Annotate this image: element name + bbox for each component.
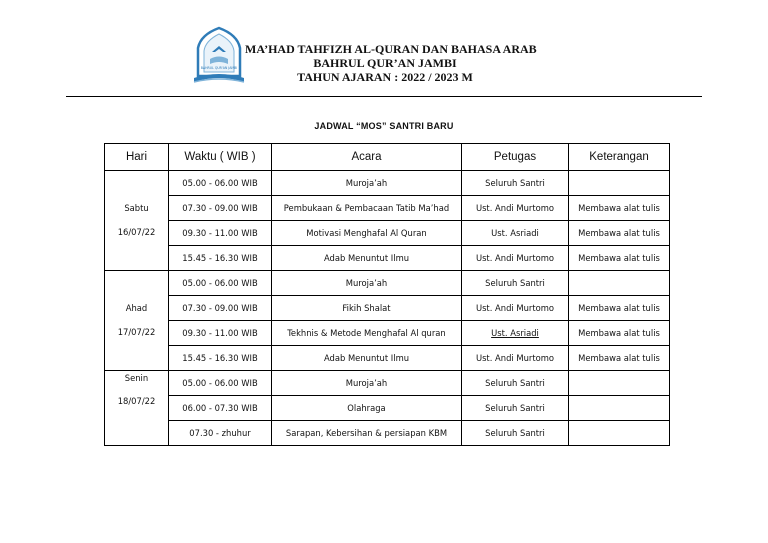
petugas-cell: Seluruh Santri (462, 171, 569, 196)
petugas-cell: Ust. Asriadi (462, 221, 569, 246)
petugas-cell: Seluruh Santri (462, 421, 569, 446)
table-row (105, 371, 670, 396)
header-line-3: TAHUN AJARAN : 2022 / 2023 M (297, 70, 473, 84)
day-cell (105, 171, 169, 271)
petugas-cell: Seluruh Santri (462, 271, 569, 296)
keterangan-cell (569, 271, 670, 296)
table-header-row (105, 144, 670, 171)
table-row (105, 171, 670, 196)
acara-cell: Motivasi Menghafal Al Quran (272, 221, 462, 246)
table-row (105, 221, 670, 246)
madrasah-logo (190, 26, 248, 90)
acara-cell: Muroja’ah (272, 171, 462, 196)
col-header-petugas: Petugas (462, 144, 569, 171)
table-row (105, 321, 670, 346)
day-cell (105, 271, 169, 371)
waktu-cell: 07.30 - 09.00 WIB (169, 196, 272, 221)
day-name: Senin (124, 373, 149, 383)
waktu-cell: 05.00 - 06.00 WIB (169, 271, 272, 296)
acara-cell: Adab Menuntut Ilmu (272, 246, 462, 271)
petugas-cell: Ust. Andi Murtomo (462, 346, 569, 371)
acara-cell: Muroja’ah (272, 271, 462, 296)
acara-cell: Sarapan, Kebersihan & persiapan KBM (272, 421, 462, 446)
table-row (105, 246, 670, 271)
keterangan-cell (569, 421, 670, 446)
acara-cell: Olahraga (272, 396, 462, 421)
table-row (105, 421, 670, 446)
waktu-cell: 15.45 - 16.30 WIB (169, 246, 272, 271)
waktu-cell: 07.30 - 09.00 WIB (169, 296, 272, 321)
col-header-hari: Hari (105, 144, 169, 171)
table-row (105, 396, 670, 421)
institution-header (245, 42, 537, 84)
table-row (105, 346, 670, 371)
day-date: 18/07/22 (117, 396, 156, 406)
day-name: Sabtu (124, 203, 149, 213)
schedule-title: JADWAL “MOS” SANTRI BARU (314, 121, 454, 131)
petugas-cell: Seluruh Santri (462, 396, 569, 421)
petugas-cell: Seluruh Santri (462, 371, 569, 396)
col-header-keterangan: Keterangan (569, 144, 670, 171)
keterangan-cell: Membawa alat tulis (569, 221, 670, 246)
day-name: Ahad (125, 303, 148, 313)
keterangan-cell: Membawa alat tulis (569, 296, 670, 321)
table-row (105, 196, 670, 221)
petugas-cell: Ust. Andi Murtomo (462, 196, 569, 221)
waktu-cell: 06.00 - 07.30 WIB (169, 396, 272, 421)
waktu-cell: 07.30 - zhuhur (169, 421, 272, 446)
waktu-cell: 09.30 - 11.00 WIB (169, 221, 272, 246)
header-line-1: MA’HAD TAHFIZH AL-QURAN DAN BAHASA ARAB (245, 42, 537, 56)
waktu-cell: 05.00 - 06.00 WIB (169, 171, 272, 196)
keterangan-cell: Membawa alat tulis (569, 321, 670, 346)
waktu-cell: 05.00 - 06.00 WIB (169, 371, 272, 396)
day-cell (105, 371, 169, 446)
table-row (105, 271, 670, 296)
petugas-cell: Ust. Andi Murtomo (462, 246, 569, 271)
svg-text:BAHRUL QUR'AN JAMBI: BAHRUL QUR'AN JAMBI (200, 66, 238, 70)
waktu-cell: 09.30 - 11.00 WIB (169, 321, 272, 346)
schedule-table (104, 143, 670, 446)
table-row (105, 296, 670, 321)
col-header-acara: Acara (272, 144, 462, 171)
keterangan-cell (569, 171, 670, 196)
header-line-2: BAHRUL QUR’AN JAMBI (313, 56, 457, 70)
keterangan-cell: Membawa alat tulis (569, 246, 670, 271)
col-header-waktu: Waktu ( WIB ) (169, 144, 272, 171)
day-date: 16/07/22 (117, 227, 156, 237)
header-divider (66, 96, 702, 97)
acara-cell: Muroja’ah (272, 371, 462, 396)
keterangan-cell: Membawa alat tulis (569, 196, 670, 221)
keterangan-cell: Membawa alat tulis (569, 346, 670, 371)
keterangan-cell (569, 371, 670, 396)
day-date: 17/07/22 (117, 327, 156, 337)
acara-cell: Tekhnis & Metode Menghafal Al quran (272, 321, 462, 346)
petugas-cell: Ust. Andi Murtomo (462, 296, 569, 321)
acara-cell: Fikih Shalat (272, 296, 462, 321)
acara-cell: Adab Menuntut Ilmu (272, 346, 462, 371)
acara-cell: Pembukaan & Pembacaan Tatib Ma’had (272, 196, 462, 221)
keterangan-cell (569, 396, 670, 421)
petugas-cell: Ust. Asriadi (462, 321, 569, 346)
waktu-cell: 15.45 - 16.30 WIB (169, 346, 272, 371)
